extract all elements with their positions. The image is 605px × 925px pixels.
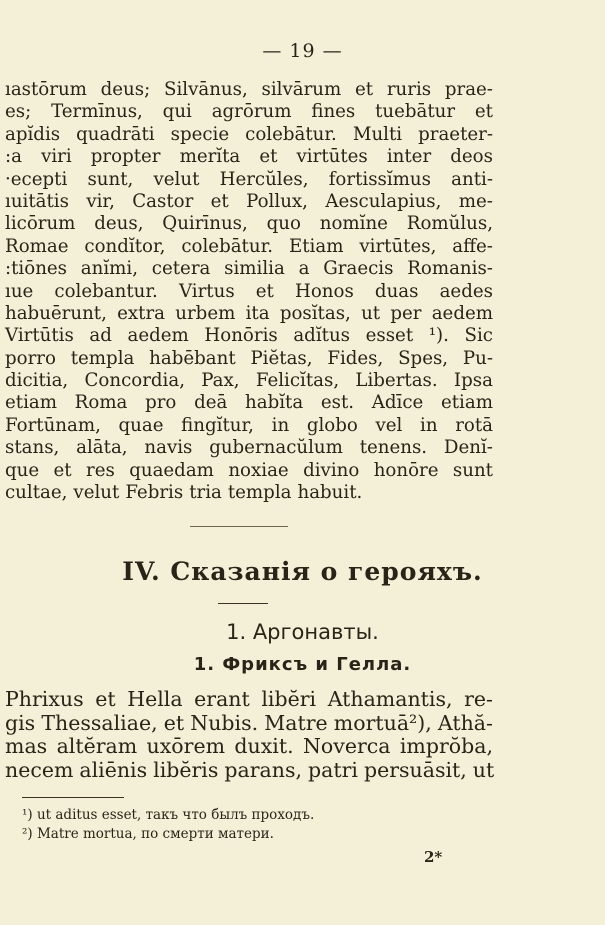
footnote-1: ¹) ut aditus esset, такъ что былъ проходъ. bbox=[22, 807, 315, 823]
section-title: IV. Сказанія о герояхъ. bbox=[122, 557, 483, 586]
text-line: ıuitātis vir, Castor et Pollux, Aesculapius, me- bbox=[5, 190, 493, 212]
section-divider bbox=[190, 526, 288, 527]
text-line: stans, alāta, navis gubernacŭlum tenens. Denĭ- bbox=[5, 437, 493, 459]
footnote-2: ²) Matre mortua, по смерти матери. bbox=[22, 826, 274, 842]
text-line: que et res quaedam noxiae divino honōre sunt bbox=[5, 459, 493, 481]
text-line: ·ecepti sunt, velut Hercŭles, fortissĭmus anti- bbox=[5, 168, 493, 190]
text-line: Virtūtis ad aedem Honōris adĭtus esset ¹). Sic bbox=[5, 325, 493, 347]
paragraph-phrixus-hella bbox=[5, 688, 493, 782]
text-line: etiam Roma pro deā habĭta est. Adīce etiam bbox=[5, 392, 493, 414]
footnotes bbox=[22, 806, 482, 844]
paragraph-latin-deities bbox=[5, 79, 493, 504]
text-line: gis Thessaliae, et Nubis. Matre mortuā²), Athă- bbox=[5, 710, 493, 735]
text-line: ıastōrum deus; Silvānus, silvārum et ruris prae- bbox=[5, 79, 493, 100]
text-line: dicitia, Concordia, Pax, Felicĭtas, Libertas. Ipsa bbox=[5, 370, 493, 392]
text-line: Fortūnam, quae fingĭtur, in globo vel in rotā bbox=[5, 414, 493, 436]
text-line: cultae, velut Febris tria templa habuit. bbox=[5, 482, 363, 504]
text-line: apĭdis quadrāti specie colebātur. Multi praeter- bbox=[5, 123, 493, 145]
text-line: :tiōnes anĭmi, cetera similia a Graecis Romanis- bbox=[5, 258, 493, 280]
text-line: mas altĕram uxōrem duxit. Noverca imprŏba, bbox=[5, 734, 493, 758]
text-line: Romae condĭtor, colebātur. Etiam virtūtes, affe- bbox=[5, 235, 493, 257]
story-title: 1. Фриксъ и Гелла. bbox=[193, 654, 412, 675]
page-number: — 19 — bbox=[262, 40, 343, 62]
footnote-rule bbox=[22, 797, 124, 798]
title-underline bbox=[218, 603, 268, 604]
text-line: Phrixus et Hella erant libĕri Athamantis, re- bbox=[5, 687, 493, 711]
chapter-subtitle: 1. Аргонавты. bbox=[226, 620, 379, 644]
text-line: habuērunt, extra urbem ita posĭtas, ut per aedem bbox=[5, 302, 493, 324]
text-line: necem aliēnis libĕris parans, patri persuāsit, ut bbox=[5, 757, 495, 782]
text-line: es; Termīnus, qui agrōrum fines tuebātur et bbox=[5, 101, 493, 123]
text-line: ıue colebantur. Virtus et Honos duas aedes bbox=[5, 280, 493, 302]
text-line: porro templa habēbant Piĕtas, Fides, Spes, Pu- bbox=[5, 347, 493, 369]
signature-mark: 2* bbox=[424, 848, 443, 866]
text-line: licōrum deus, Quirīnus, quo nomĭne Romŭlus, bbox=[5, 213, 493, 235]
text-line: :a viri propter merĭta et virtūtes inter deos bbox=[5, 146, 493, 168]
